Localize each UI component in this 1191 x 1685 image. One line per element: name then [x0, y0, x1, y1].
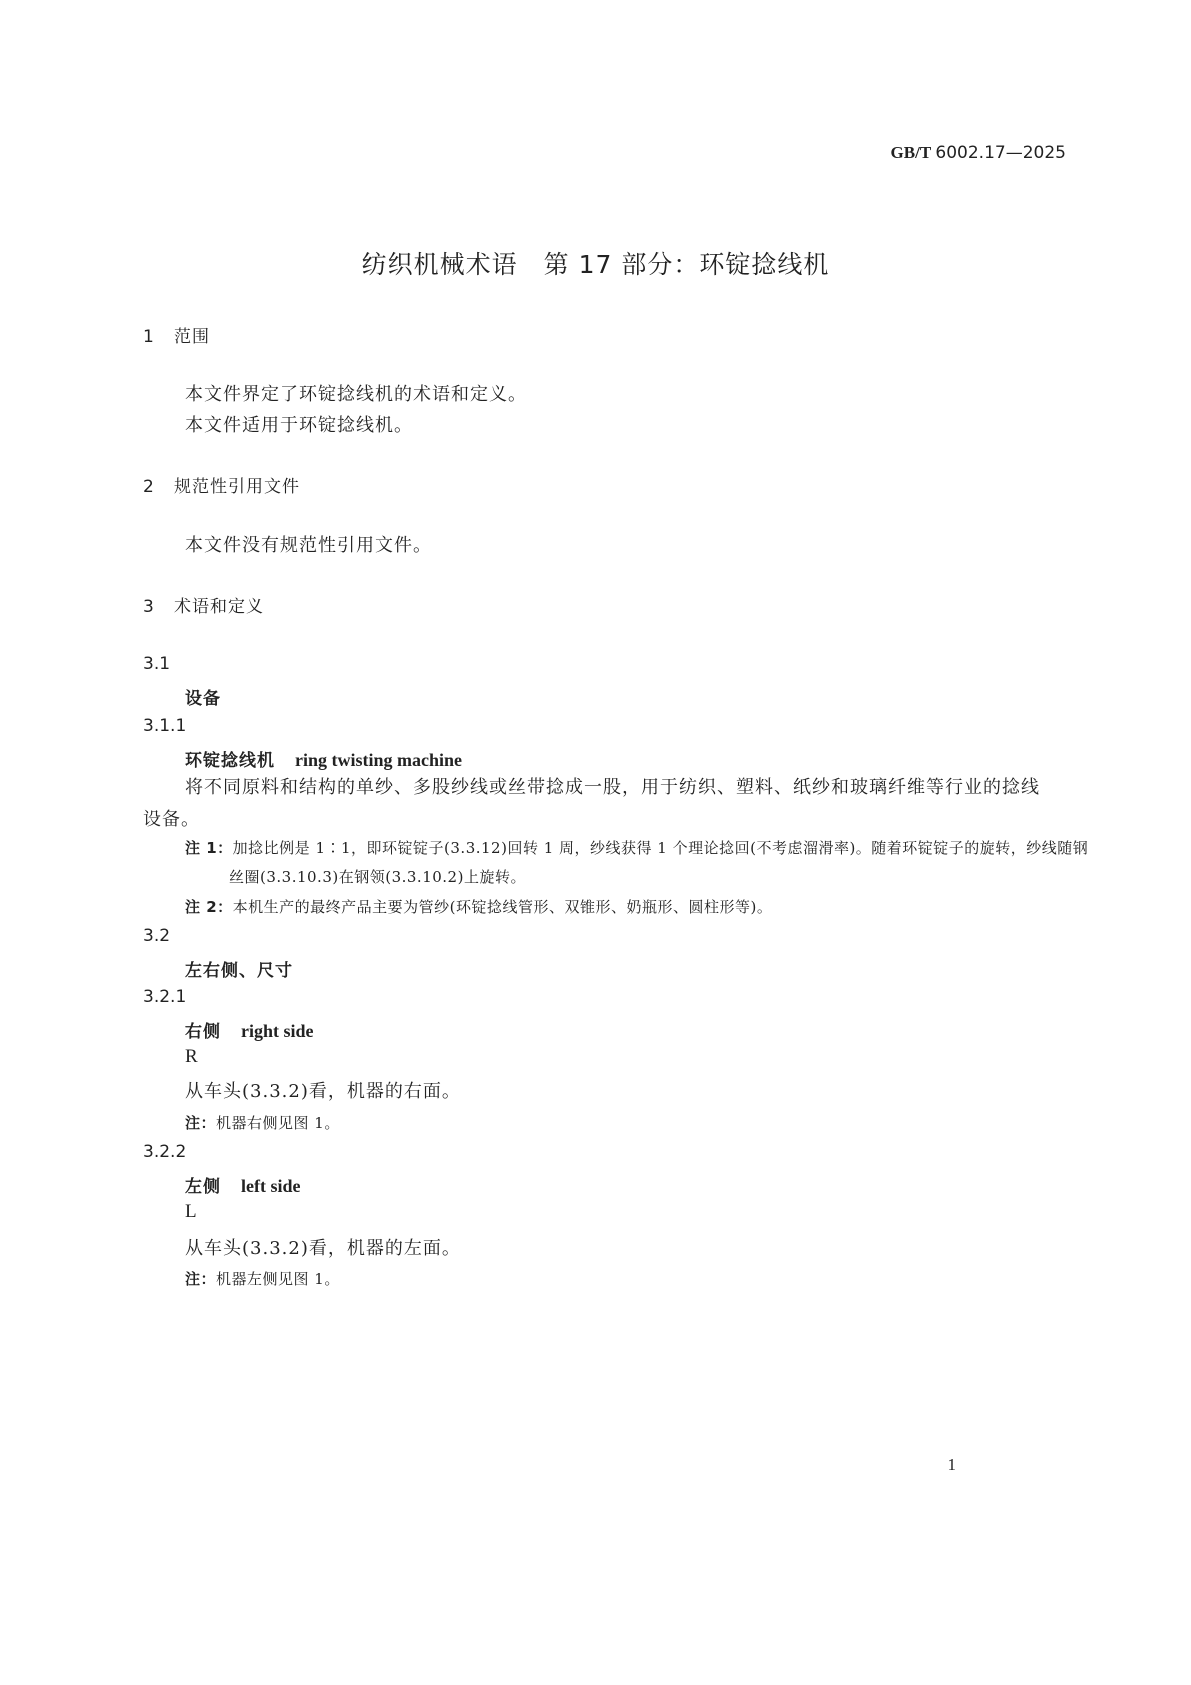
note-label: 注 2：	[185, 898, 233, 916]
term-en: ring twisting machine	[295, 750, 463, 770]
section-3-heading	[143, 592, 264, 617]
term-3-2-1	[185, 1017, 314, 1042]
section-2-paragraph-1: 本文件没有规范性引用文件。	[185, 535, 432, 556]
term-3-1-1-note-2	[185, 896, 772, 917]
term-number-3-1-1: 3.1.1	[143, 716, 187, 736]
section-title: 规范性引用文件	[174, 477, 300, 497]
section-title: 术语和定义	[174, 597, 264, 617]
term-3-1-1-definition: 将不同原料和结构的单纱、多股纱线或丝带捻成一股，用于纺织、塑料、纸纱和玻璃纤维等行业的捻线设备。	[143, 777, 1040, 830]
term-3-2-2-abbreviation: L	[185, 1201, 197, 1222]
section-1-paragraph-1: 本文件界定了环锭捻线机的术语和定义。	[185, 384, 527, 405]
standard-code: 6002.17—2025	[935, 143, 1066, 163]
note-label: 注 1：	[185, 839, 233, 857]
section-number: 3	[143, 597, 154, 617]
standard-prefix: GB/T	[890, 143, 932, 162]
note-text: 机器右侧见图 1。	[216, 1114, 340, 1132]
section-number: 2	[143, 477, 154, 497]
term-3-1-1	[185, 746, 462, 771]
term-3-2-2-note	[185, 1268, 340, 1289]
section-1-heading	[143, 322, 210, 347]
term-zh: 左侧	[185, 1177, 221, 1197]
term-3-2-2	[185, 1172, 300, 1197]
term-3-2-2-definition: 从车头(3.3.2)看，机器的左面。	[185, 1238, 461, 1259]
term-3-2-1-definition: 从车头(3.3.2)看，机器的右面。	[185, 1081, 461, 1102]
term-number-3-2-2: 3.2.2	[143, 1142, 187, 1162]
section-2-heading	[143, 472, 300, 497]
term-number-3-2: 3.2	[143, 926, 171, 946]
note-label: 注：	[185, 1114, 217, 1132]
term-3-2-1-note	[185, 1112, 340, 1133]
term-number-3-1: 3.1	[143, 654, 171, 674]
term-3-2-1-abbreviation: R	[185, 1046, 198, 1067]
document-title: 纺织机械术语 第 17 部分：环锭捻线机	[361, 250, 830, 279]
note-label: 注：	[185, 1270, 217, 1288]
term-3-2	[185, 956, 293, 981]
term-zh: 设备	[185, 689, 221, 709]
note-text: 加捻比例是 1∶1，即环锭锭子(3.3.12)回转 1 周，纱线获得 1 个理论捻回(不考虑溜滑率)。随着环锭锭子的旋转，纱线随钢丝圈(3.3.10.3)在钢领(3.3.10.2)上旋转。	[229, 839, 1089, 886]
term-en: left side	[241, 1176, 301, 1196]
section-title: 范围	[174, 327, 210, 347]
term-zh: 左右侧、尺寸	[185, 961, 293, 981]
standard-number	[891, 143, 1066, 163]
page-number: 1	[947, 1455, 956, 1474]
term-zh: 环锭捻线机	[185, 751, 275, 771]
term-3-1	[185, 684, 221, 709]
term-3-1-1-note-1	[185, 834, 1092, 892]
term-zh: 右侧	[185, 1022, 221, 1042]
section-number: 1	[143, 327, 154, 347]
term-en: right side	[241, 1021, 314, 1041]
term-number-3-2-1: 3.2.1	[143, 987, 187, 1007]
section-1-paragraph-2: 本文件适用于环锭捻线机。	[185, 415, 413, 436]
note-text: 机器左侧见图 1。	[216, 1270, 340, 1288]
note-text: 本机生产的最终产品主要为管纱(环锭捻线管形、双锥形、奶瓶形、圆柱形等)。	[232, 898, 773, 916]
